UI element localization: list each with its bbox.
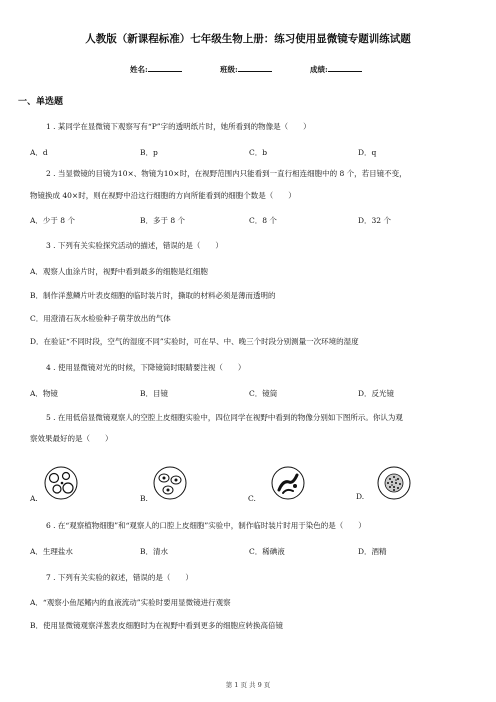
score-label: 成绩:: [310, 65, 328, 74]
q5-option-d: D.: [356, 492, 365, 501]
q1-option-a: A．d: [30, 148, 48, 157]
question-2-stem-line-2: 物镜换成 40×时，则在视野中沿这行细胞的方向所能看到的细胞个数是（ ）: [30, 191, 296, 200]
question-2-stem-line-1: 2 . 当显微镜的目镜为10×、物镜为10×时，在视野范围内只能看到一直行相连细胞中的 8 个，若目镜不变，: [46, 169, 407, 178]
field-c-folded-dark-cells-icon: [271, 466, 305, 500]
q2-option-d: D．32 个: [358, 216, 391, 225]
question-5-stem-line-1: 5 . 在用低倍显微镜观察人的空腔上皮细胞实验中，四位同学在视野中看到的物像分别如下图所示。你认为观: [46, 413, 403, 422]
question-6-stem: 6 . 在“观察植物细胞”和“观察人的口腔上皮细胞”实验中，制作临时装片时用于染色的是（ ）: [46, 521, 366, 530]
q4-option-a: A．物镜: [30, 389, 58, 398]
q3-option-c: C．用澄清石灰水检验种子萌芽放出的气体: [30, 314, 171, 323]
page-footer: 第 1 页 共 9 页: [225, 681, 271, 689]
q4-option-c: C．镜筒: [249, 389, 278, 398]
class-field: [220, 63, 272, 75]
q5-option-a: A.: [30, 494, 38, 503]
page-title: 人教版（新课程标准）七年级生物上册：练习使用显微镜专题训练试题: [85, 33, 411, 45]
field-a-cells-with-air-bubbles-icon: [44, 466, 78, 500]
q3-option-b: B．制作洋葱鳞片叶表皮细胞的临时装片时，撕取的材料必须是薄而透明的: [30, 291, 276, 300]
q1-option-d: D．q: [358, 148, 377, 157]
q5-option-b: B.: [140, 494, 148, 503]
q3-option-d: D．在验证“不同时段，空气的湿度不同”实验时，可在早、中、晚三个时段分别测量一次环境的湿度: [30, 337, 359, 346]
q4-option-d: D．反光镜: [358, 389, 395, 398]
q7-option-b: B．使用显微镜观察洋葱表皮细胞时为在视野中看到更多的细胞应转换高倍镜: [30, 621, 284, 630]
q7-option-a: A．“观察小鱼尾鳍内的血液流动”实验时要用显微镜进行观察: [30, 598, 231, 607]
name-field: [130, 63, 182, 75]
field-d-dense-cell-cluster-icon: [377, 466, 411, 500]
class-label: 班级:: [220, 65, 238, 74]
question-3-stem: 3 . 下列有关实验探究活动的描述，错误的是（ ）: [46, 241, 223, 250]
q6-option-c: C．稀碘液: [249, 547, 285, 556]
q3-option-a: A．观察人血涂片时，视野中看到最多的细胞是红细胞: [30, 267, 208, 276]
q4-option-b: B．目镜: [140, 389, 169, 398]
class-blank: [238, 63, 272, 72]
question-5-stem-line-2: 察效果最好的是（ ）: [30, 434, 113, 443]
q1-option-c: C．b: [249, 148, 268, 157]
q2-option-a: A．少于 8 个: [30, 216, 75, 225]
name-blank: [148, 63, 182, 72]
question-4-stem: 4 . 使用显微镜对光的时候，下降镜筒时眼睛要注视（ ）: [46, 363, 246, 372]
q6-option-d: D．酒精: [358, 547, 387, 556]
q6-option-b: B．清水: [140, 547, 169, 556]
q6-option-a: A．生理盐水: [30, 547, 73, 556]
question-7-stem: 7 . 下列有关实验的叙述，错误的是（ ）: [46, 573, 193, 582]
q2-option-b: B．多于 8 个: [140, 216, 186, 225]
q5-option-c: C.: [248, 494, 256, 503]
score-blank: [328, 63, 362, 72]
section-heading: 一、单选题: [18, 97, 64, 107]
question-1-stem: 1 . 某同学在显微镜下观察写有“P”字的透明纸片时，她所看到的物像是（ ）: [46, 122, 311, 131]
name-label: 姓名:: [130, 65, 148, 74]
score-field: [310, 63, 362, 75]
field-b-scattered-cells-icon: [153, 466, 187, 500]
q2-option-c: C．8 个: [249, 216, 277, 225]
q1-option-b: B．p: [140, 148, 158, 157]
